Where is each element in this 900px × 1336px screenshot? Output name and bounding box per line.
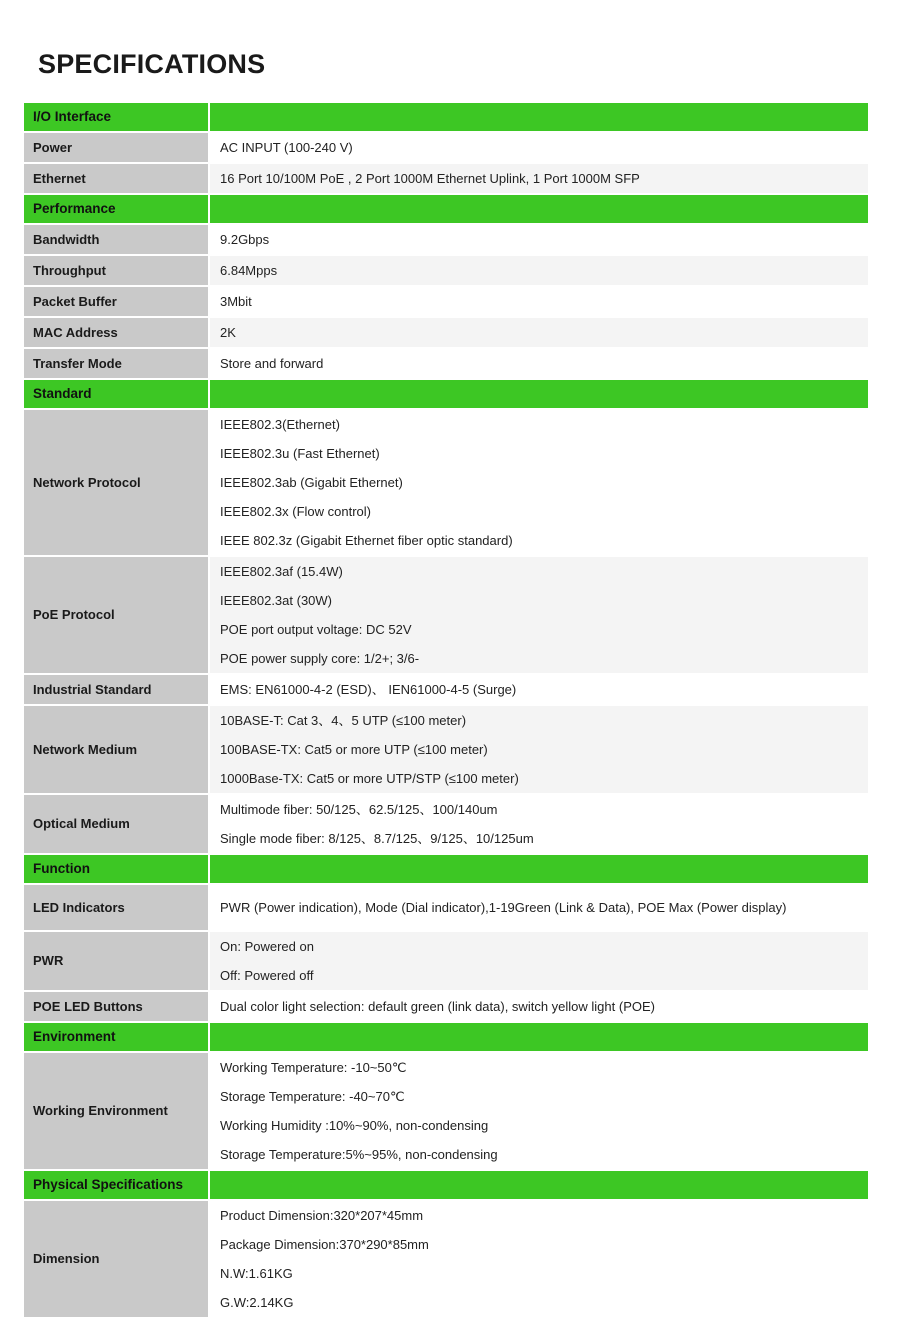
row-label-cell-network-medium (24, 706, 210, 795)
row-label-cell-power (24, 133, 210, 164)
row-value-lines (210, 706, 868, 793)
row-value-line: Multimode fiber: 50/125、62.5/125、100/140um (220, 802, 498, 817)
section-header-label-cell (24, 380, 210, 410)
table-row (24, 133, 868, 164)
section-header-standard (24, 380, 868, 410)
table-row (24, 1201, 868, 1317)
page-title: SPECIFICATIONS (38, 49, 266, 79)
row-label: Packet Buffer (33, 293, 117, 309)
row-value-lines (210, 133, 868, 162)
row-label-cell-led-indicators (24, 885, 210, 932)
section-header-filler-cell (210, 855, 868, 885)
row-value-cell-network-medium (210, 706, 868, 795)
section-header-label-cell (24, 1023, 210, 1053)
row-value-line: 2K (220, 325, 236, 340)
row-value-line: IEEE802.3ab (Gigabit Ethernet) (220, 475, 403, 490)
row-value-line: 1000Base-TX: Cat5 or more UTP/STP (≤100 meter) (220, 771, 519, 786)
row-label: Bandwidth (33, 231, 100, 247)
specifications-table-body (24, 103, 868, 1317)
row-value-cell-packet-buffer (210, 287, 868, 318)
table-row (24, 932, 868, 992)
row-value-cell-dimension (210, 1201, 868, 1317)
row-value-lines (210, 349, 868, 378)
row-value-line: IEEE802.3u (Fast Ethernet) (220, 446, 380, 461)
table-row (24, 225, 868, 256)
row-value-line: 6.84Mpps (220, 263, 278, 278)
row-label-cell-bandwidth (24, 225, 210, 256)
row-value-line: AC INPUT (100-240 V) (220, 140, 353, 155)
row-label: Optical Medium (33, 816, 130, 832)
table-row (24, 706, 868, 795)
row-value-lines (210, 287, 868, 316)
row-value-line: Off: Powered off (220, 968, 314, 983)
row-value-line: Working Temperature: -10~50℃ (220, 1060, 407, 1075)
row-value-line: 3Mbit (220, 294, 252, 309)
row-value-line: 100BASE-TX: Cat5 or more UTP (≤100 meter) (220, 742, 488, 757)
row-value-line: IEEE802.3af (15.4W) (220, 564, 343, 579)
row-value-cell-poe-led-buttons (210, 992, 868, 1023)
row-value-line: Package Dimension:370*290*85mm (220, 1237, 429, 1252)
table-row (24, 318, 868, 349)
table-row (24, 287, 868, 318)
section-header-text: Performance (33, 201, 116, 216)
table-row (24, 885, 868, 932)
section-header-label-cell (24, 103, 210, 133)
row-value-cell-bandwidth (210, 225, 868, 256)
row-label-cell-ethernet (24, 164, 210, 195)
row-value-lines (210, 318, 868, 347)
row-value-lines (210, 675, 868, 704)
row-label: Transfer Mode (33, 355, 122, 371)
section-header-filler-cell (210, 1023, 868, 1053)
row-value-cell-optical-medium (210, 795, 868, 855)
row-value-line: IEEE 802.3z (Gigabit Ethernet fiber optic standard) (220, 533, 513, 548)
row-value-line: 16 Port 10/100M PoE , 2 Port 1000M Ethernet Uplink, 1 Port 1000M SFP (220, 171, 640, 186)
row-value-line: IEEE802.3x (Flow control) (220, 504, 372, 519)
row-label: LED Indicators (33, 899, 125, 915)
row-value-cell-transfer-mode (210, 349, 868, 380)
row-label-cell-dimension (24, 1201, 210, 1317)
row-value-lines (210, 893, 868, 922)
row-value-lines (210, 256, 868, 285)
table-row (24, 164, 868, 195)
section-header-label-cell (24, 195, 210, 225)
row-value-line: Storage Temperature:5%~95%, non-condensing (220, 1147, 498, 1162)
row-label-cell-pwr (24, 932, 210, 992)
section-header-filler-cell (210, 103, 868, 133)
row-value-line: N.W:1.61KG (220, 1266, 293, 1281)
row-value-lines (210, 410, 868, 555)
table-row (24, 410, 868, 557)
row-label-cell-poe-protocol (24, 557, 210, 675)
row-label: Network Protocol (33, 474, 141, 490)
row-label: Throughput (33, 262, 106, 278)
row-value-line: PWR (Power indication), Mode (Dial indicator),1-19Green (Link & Data), POE Max (Power display) (220, 900, 787, 915)
row-value-line: EMS: EN61000-4-2 (ESD)、 IEN61000-4-5 (Surge) (220, 682, 517, 697)
row-label-cell-industrial-standard (24, 675, 210, 706)
row-label-cell-transfer-mode (24, 349, 210, 380)
section-header-environment (24, 1023, 868, 1053)
row-value-lines (210, 1201, 868, 1317)
row-label-cell-optical-medium (24, 795, 210, 855)
row-value-line: POE power supply core: 1/2+; 3/6- (220, 651, 420, 666)
table-row (24, 349, 868, 380)
table-row (24, 1053, 868, 1171)
row-value-line: On: Powered on (220, 939, 314, 954)
row-value-lines (210, 1053, 868, 1169)
row-value-lines (210, 557, 868, 673)
row-value-lines (210, 795, 868, 853)
row-value-lines (210, 932, 868, 990)
row-label: PWR (33, 953, 64, 969)
row-value-lines (210, 164, 868, 193)
table-row (24, 795, 868, 855)
row-value-line: IEEE802.3(Ethernet) (220, 417, 340, 432)
row-value-line: G.W:2.14KG (220, 1295, 294, 1310)
section-header-text: Environment (33, 1029, 116, 1044)
row-value-line: 10BASE-T: Cat 3、4、5 UTP (≤100 meter) (220, 713, 467, 728)
row-value-cell-poe-protocol (210, 557, 868, 675)
row-value-line: Store and forward (220, 356, 324, 371)
row-value-line: Single mode fiber: 8/125、8.7/125、9/125、10/125um (220, 831, 534, 846)
row-label: Ethernet (33, 170, 86, 186)
section-header-text: Physical Specifications (33, 1177, 184, 1192)
row-value-line: Working Humidity :10%~90%, non-condensing (220, 1118, 489, 1133)
row-label: PoE Protocol (33, 607, 115, 623)
section-header-filler-cell (210, 380, 868, 410)
row-value-cell-ethernet (210, 164, 868, 195)
row-value-lines (210, 225, 868, 254)
row-value-line: POE port output voltage: DC 52V (220, 622, 412, 637)
row-value-cell-mac-address (210, 318, 868, 349)
table-row (24, 557, 868, 675)
section-header-io-interface (24, 103, 868, 133)
table-row (24, 256, 868, 287)
row-value-cell-throughput (210, 256, 868, 287)
row-value-cell-industrial-standard (210, 675, 868, 706)
row-value-cell-pwr (210, 932, 868, 992)
section-header-performance (24, 195, 868, 225)
row-value-line: 9.2Gbps (220, 232, 270, 247)
row-label: POE LED Buttons (33, 998, 143, 1014)
row-label-cell-poe-led-buttons (24, 992, 210, 1023)
row-value-line: IEEE802.3at (30W) (220, 593, 332, 608)
row-label: Industrial Standard (33, 681, 152, 697)
section-header-text: Standard (33, 386, 92, 401)
section-header-label-cell (24, 1171, 210, 1201)
row-value-cell-power (210, 133, 868, 164)
row-label-cell-throughput (24, 256, 210, 287)
row-value-line: Storage Temperature: -40~70℃ (220, 1089, 405, 1104)
row-label-cell-network-protocol (24, 410, 210, 557)
section-header-physical-specifications (24, 1171, 868, 1201)
row-value-cell-network-protocol (210, 410, 868, 557)
row-label-cell-mac-address (24, 318, 210, 349)
row-value-lines (210, 992, 868, 1021)
table-row (24, 675, 868, 706)
row-value-cell-working-environment (210, 1053, 868, 1171)
section-header-label-cell (24, 855, 210, 885)
section-header-filler-cell (210, 1171, 868, 1201)
row-label: Working Environment (33, 1103, 168, 1119)
row-label: Dimension (33, 1251, 100, 1267)
specifications-table (24, 103, 868, 1317)
row-value-line: Product Dimension:320*207*45mm (220, 1208, 424, 1223)
row-value-cell-led-indicators (210, 885, 868, 932)
row-label-cell-working-environment (24, 1053, 210, 1171)
row-label: Power (33, 139, 73, 155)
row-value-line: Dual color light selection: default green (link data), switch yellow light (POE) (220, 999, 655, 1014)
row-label: MAC Address (33, 324, 118, 340)
row-label-cell-packet-buffer (24, 287, 210, 318)
section-header-text: I/O Interface (33, 109, 112, 124)
row-label: Network Medium (33, 741, 138, 757)
section-header-function (24, 855, 868, 885)
section-header-text: Function (33, 861, 90, 876)
section-header-filler-cell (210, 195, 868, 225)
table-row (24, 992, 868, 1023)
